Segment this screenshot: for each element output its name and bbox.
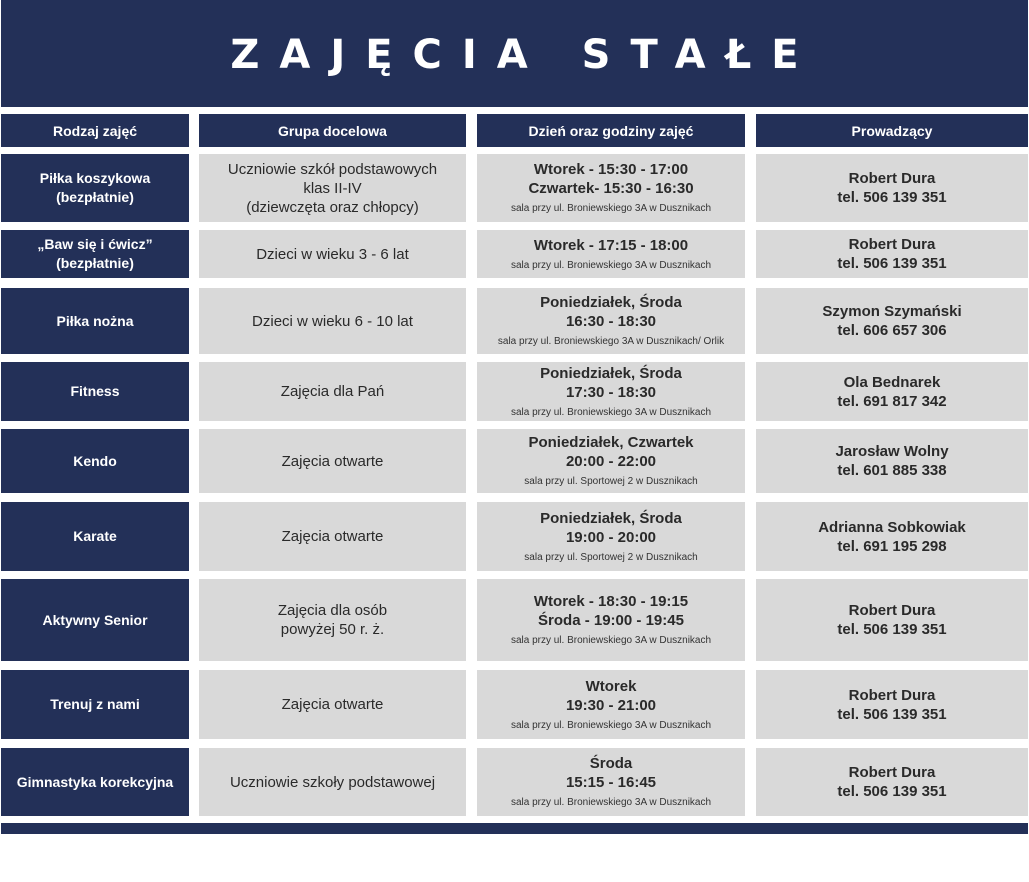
activity-cell: Trenuj z nami — [1, 670, 189, 739]
instructor-cell: Jarosław Wolny tel. 601 885 338 — [756, 429, 1028, 493]
schedule-cell — [477, 670, 745, 739]
schedule-cell — [477, 429, 745, 493]
footer-bar — [1, 823, 1028, 834]
header-schedule: Dzień oraz godziny zajęć — [477, 114, 745, 147]
schedule-location: sala przy ul. Broniewskiego 3A w Dusznikach — [510, 203, 712, 214]
target-group-cell: Zajęcia otwarte — [199, 670, 466, 739]
instructor-cell: Ola Bednarek tel. 691 817 342 — [756, 362, 1028, 421]
schedule-times: Wtorek - 17:15 - 18:00 — [533, 236, 689, 254]
activity-cell: Piłka koszykowa (bezpłatnie) — [1, 154, 189, 222]
target-group-cell: Zajęcia otwarte — [199, 502, 466, 571]
schedule-location: sala przy ul. Sportowej 2 w Dusznikach — [524, 476, 698, 487]
schedule-times: Wtorek - 15:30 - 17:00 Czwartek- 15:30 - 16:30 — [528, 161, 694, 197]
instructor-cell: Robert Dura tel. 506 139 351 — [756, 230, 1028, 278]
title-banner — [1, 0, 1028, 107]
target-group-cell: Uczniowie szkół podstawowych klas II-IV (dziewczęta oraz chłopcy) — [199, 154, 466, 222]
activity-cell: Gimnastyka korekcyjna — [1, 748, 189, 816]
instructor-cell: Robert Dura tel. 506 139 351 — [756, 748, 1028, 816]
header-instructor: Prowadzący — [756, 114, 1028, 147]
target-group-cell: Dzieci w wieku 3 - 6 lat — [199, 230, 466, 278]
schedule-location: sala przy ul. Broniewskiego 3A w Dusznikach — [510, 635, 712, 646]
schedule-cell — [477, 362, 745, 421]
schedule-cell — [477, 230, 745, 278]
activity-cell: Kendo — [1, 429, 189, 493]
target-group-cell: Dzieci w wieku 6 - 10 lat — [199, 288, 466, 354]
target-group-cell: Uczniowie szkoły podstawowej — [199, 748, 466, 816]
header-target-group: Grupa docelowa — [199, 114, 466, 147]
activity-cell: Karate — [1, 502, 189, 571]
instructor-cell: Szymon Szymański tel. 606 657 306 — [756, 288, 1028, 354]
activity-cell: Piłka nożna — [1, 288, 189, 354]
instructor-cell: Robert Dura tel. 506 139 351 — [756, 154, 1028, 222]
schedule-times: Poniedziałek, Środa 17:30 - 18:30 — [540, 364, 682, 401]
schedule-times: Środa 15:15 - 16:45 — [565, 755, 657, 791]
schedule-location: sala przy ul. Broniewskiego 3A w Dusznikach/ Orlik — [497, 336, 725, 347]
schedule-times: Poniedziałek, Środa 16:30 - 18:30 — [540, 294, 682, 330]
schedule-cell — [477, 154, 745, 222]
schedule-location: sala przy ul. Broniewskiego 3A w Dusznikach — [510, 719, 712, 731]
schedule-location: sala przy ul. Broniewskiego 3A w Dusznikach — [510, 797, 712, 808]
target-group-cell: Zajęcia otwarte — [199, 429, 466, 493]
instructor-cell: Robert Dura tel. 506 139 351 — [756, 579, 1028, 661]
page-title: ZAJĘCIA STAŁE — [230, 31, 819, 78]
schedule-cell — [477, 288, 745, 354]
activity-cell: „Baw się i ćwicz” (bezpłatnie) — [1, 230, 189, 278]
header-activity-type: Rodzaj zajęć — [1, 114, 189, 147]
schedule-location: sala przy ul. Sportowej 2 w Dusznikach — [524, 551, 698, 563]
schedule-times: Wtorek 19:30 - 21:00 — [565, 677, 657, 714]
schedule-cell — [477, 502, 745, 571]
schedule-location: sala przy ul. Broniewskiego 3A w Dusznikach — [510, 259, 712, 271]
schedule-times: Wtorek - 18:30 - 19:15 Środa - 19:00 - 19:45 — [533, 593, 689, 629]
activity-cell: Aktywny Senior — [1, 579, 189, 661]
schedule-cell — [477, 579, 745, 661]
instructor-cell: Adrianna Sobkowiak tel. 691 195 298 — [756, 502, 1028, 571]
schedule-cell — [477, 748, 745, 816]
instructor-cell: Robert Dura tel. 506 139 351 — [756, 670, 1028, 739]
target-group-cell: Zajęcia dla osób powyżej 50 r. ż. — [199, 579, 466, 661]
schedule-times: Poniedziałek, Czwartek 20:00 - 22:00 — [528, 434, 694, 470]
schedule-location: sala przy ul. Broniewskiego 3A w Dusznikach — [510, 406, 712, 418]
schedule-times: Poniedziałek, Środa 19:00 - 20:00 — [540, 509, 682, 546]
target-group-cell: Zajęcia dla Pań — [199, 362, 466, 421]
activity-cell: Fitness — [1, 362, 189, 421]
